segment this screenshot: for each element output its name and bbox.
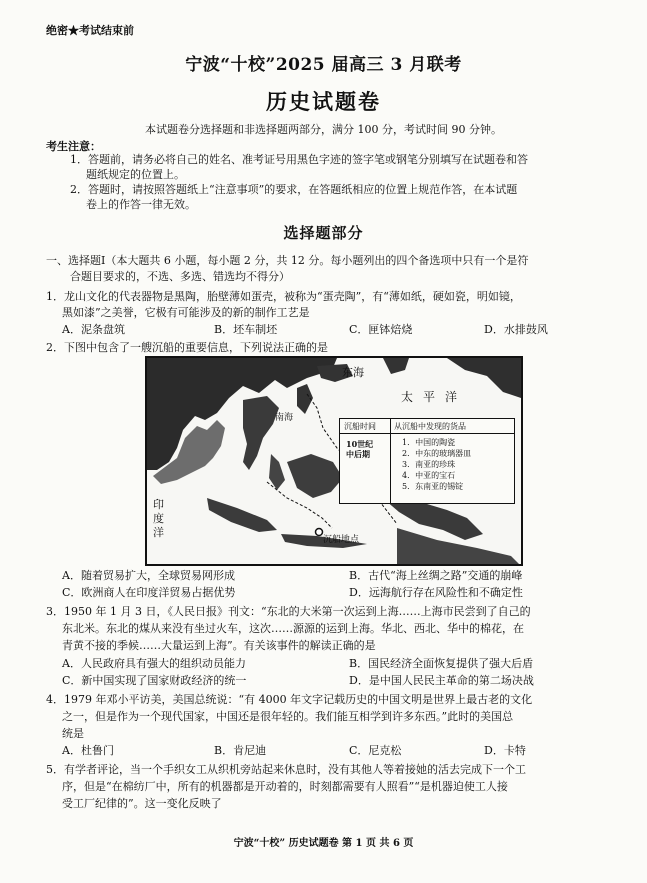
question-1-option-d[interactable]: D．水排鼓风	[484, 323, 548, 336]
question-1-option-b[interactable]: B．坯车制坯	[214, 323, 278, 336]
question-3-option-b[interactable]: B．国民经济全面恢复提供了强大后盾	[349, 657, 534, 670]
question-2-option-a[interactable]: A．随着贸易扩大，全球贸易网形成	[62, 569, 235, 582]
confidential-mark: 绝密★考试结束前	[46, 24, 134, 37]
question-3-option-d[interactable]: D．是中国人民民主革命的第二场决战	[349, 674, 534, 687]
question-3-stem: 3．1950 年 1 月 3 日，《人民日报》刊文：“东北的大米第一次运到上海……上海市民尝到了自己的	[46, 605, 531, 618]
question-1-option-a[interactable]: A．泥条盘筑	[62, 323, 125, 336]
question-4-stem: 之一，但是作为一个现代国家，中国还是很年轻的。我们能互相学到许多东西。”此时的美国总	[62, 710, 514, 723]
section-title: 选择题部分	[283, 224, 364, 242]
legend-header	[340, 419, 514, 434]
question-4-option-b[interactable]: B．肯尼迪	[214, 744, 267, 757]
question-2-option-b[interactable]: B．古代“海上丝绸之路”交通的崩峰	[349, 569, 523, 582]
shipwreck-map	[145, 356, 523, 566]
question-2-option-c[interactable]: C．欧洲商人在印度洋贸易占据优势	[62, 586, 236, 599]
question-4-option-a[interactable]: A．杜鲁门	[62, 744, 114, 757]
question-1-stem: 黑如漆”之美誉，它极有可能涉及的新的制作工艺是	[62, 306, 310, 319]
legend-header-time: 沉船时间	[344, 422, 376, 431]
question-5-stem: 序，但是“在棉纺厂中，所有的机器都是开动着的，时刻都需要有人照看”“是机器迫使工人接	[62, 780, 508, 793]
question-3-stem: 东北米。东北的煤从来没有坐过火车，这次……源源的运到上海。华北、西北、华中的棉花，在	[62, 622, 524, 635]
question-1-option-c[interactable]: C．匣钵焙烧	[349, 323, 413, 336]
question-5-stem: 受工厂纪律的”。这一变化反映了	[62, 797, 222, 810]
legend-goods-item: 2．中东的玻璃器皿	[402, 449, 472, 458]
question-5-stem: 5．有学者评论，当一个手织女工从织机旁站起来休息时，没有其他人等着接她的活去完成下一个工	[46, 763, 526, 776]
note-line: 1．答题前，请务必将自己的姓名、准考证号用黑色字迹的签字笔或钢笔分别填写在试题卷和答	[70, 153, 528, 166]
note-line: 卷上的作答一律无效。	[86, 198, 196, 211]
note-line: 题纸规定的位置上。	[86, 168, 185, 181]
question-3-stem: 青黄不接的季候……大量运到上海”。有关该事件的解读正确的是	[62, 639, 376, 652]
part-instructions: 一、选择题Ⅰ（本大题共 6 小题，每小题 2 分，共 12 分。每小题列出的四个备选项中只有一个是符	[46, 254, 529, 267]
question-1-stem: 1．龙山文化的代表器物是黑陶，胎壁薄如蛋壳，被称为“蛋壳陶”，有“薄如纸，硬如瓷，明如镜，	[46, 290, 521, 303]
notes-heading: 考生注意：	[46, 140, 101, 153]
note-line: 2．答题时，请按照答题纸上“注意事项”的要求，在答题纸相应的位置上规范作答，在本试题	[70, 183, 518, 196]
paper-subtitle: 历史试题卷	[266, 89, 381, 114]
question-3-option-c[interactable]: C．新中国实现了国家财政经济的统一	[62, 674, 247, 687]
question-2-stem: 2．下图中包含了一艘沉船的重要信息，下列说法正确的是	[46, 341, 328, 354]
map-label-indian-ocean: 印度洋	[153, 498, 172, 539]
legend-era-line: 10世纪	[346, 439, 374, 449]
legend-era	[346, 439, 373, 459]
page-footer: 宁波“十校” 历史试题卷 第 1 页 共 6 页	[233, 838, 414, 849]
question-4-stem: 4．1979 年邓小平访美，美国总统说：“有 4000 年文字记载历史的中国文明是世界上最古老的文化	[46, 693, 533, 706]
legend-header-goods: 从沉船中发现的货品	[394, 422, 466, 431]
legend-divider	[390, 419, 391, 503]
map-legend-table	[339, 418, 515, 504]
legend-goods-item: 1．中国的陶瓷	[402, 438, 456, 447]
map-label-east-sea: 东海	[342, 366, 364, 379]
question-4-stem: 统是	[62, 727, 84, 740]
map-label-south-sea: 南海	[275, 413, 294, 423]
paper-intro: 本试题卷分选择题和非选择题两部分，满分 100 分，考试时间 90 分钟。	[145, 123, 502, 136]
question-3-option-a[interactable]: A．人民政府具有强大的组织动员能力	[62, 657, 246, 670]
legend-era-line: 中后期	[346, 449, 370, 459]
question-4-option-c[interactable]: C．尼克松	[349, 744, 402, 757]
part-instructions: 合题目要求的，不选、多选、错选均不得分）	[70, 270, 290, 283]
question-2-option-d[interactable]: D．远海航行存在风险性和不确定性	[349, 586, 523, 599]
map-label-wreck-site: 沉船地点	[323, 535, 360, 545]
legend-goods-item: 5．东南亚的锡锭	[402, 482, 464, 491]
question-4-option-d[interactable]: D．卡特	[484, 744, 526, 757]
map-label-pacific: 太平洋	[401, 390, 468, 404]
legend-goods-item: 3．南亚的珍珠	[402, 460, 456, 469]
exam-title: 宁波“十校”2025 届高三 3 月联考	[185, 55, 462, 75]
legend-goods-item: 4．中亚的宝石	[402, 471, 456, 480]
legend-goods-list	[402, 437, 471, 492]
